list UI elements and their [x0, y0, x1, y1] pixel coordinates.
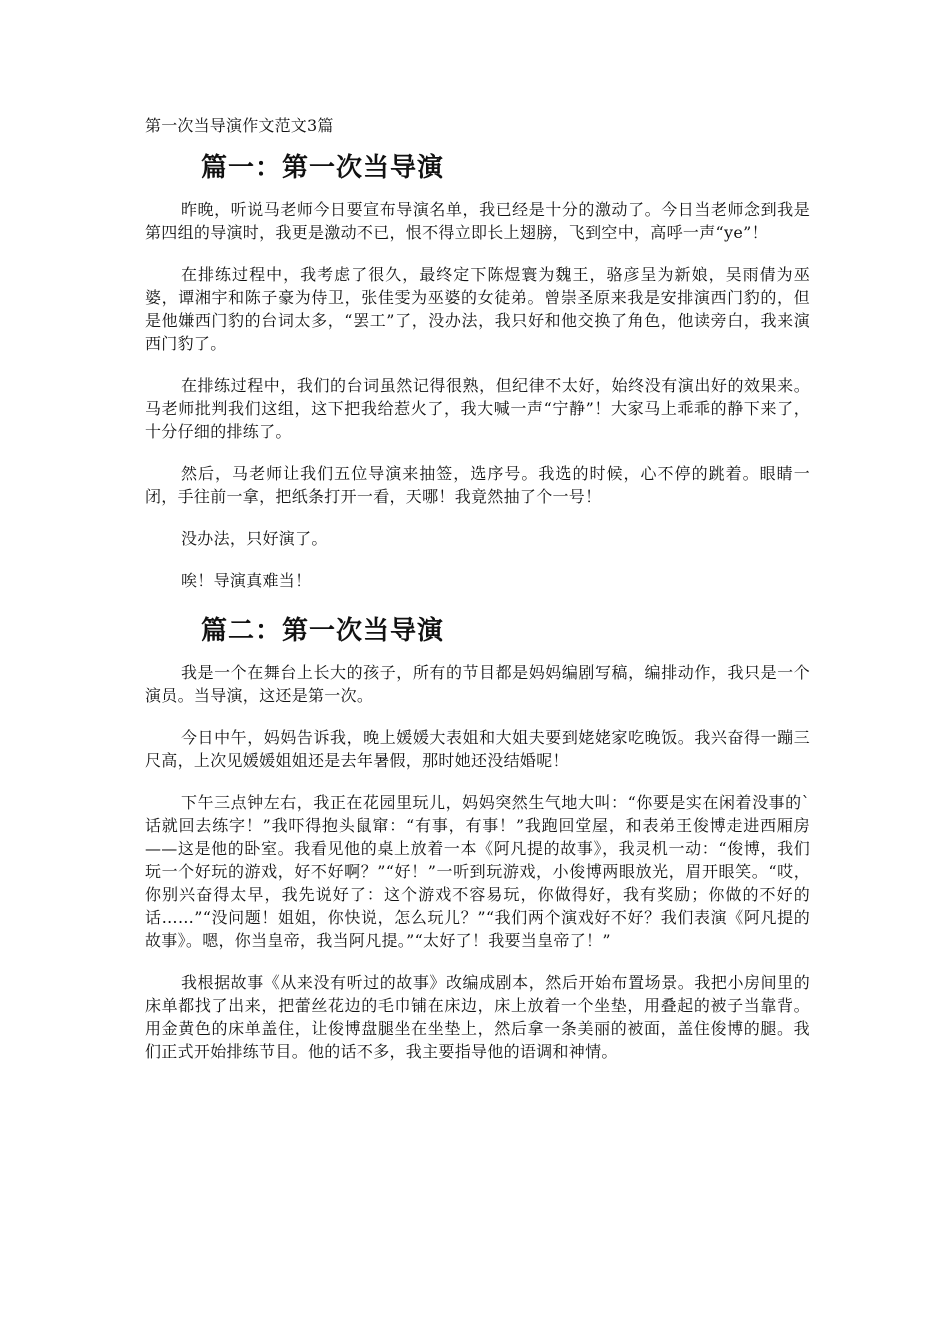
paragraph: 然后，马老师让我们五位导演来抽签，选序号。我选的时候，心不停的跳着。眼睛一闭，手往前一拿，把纸条打开一看，天哪！我竟然抽了个一号！ — [145, 464, 810, 506]
paragraph: 昨晚，听说马老师今日要宣布导演名单，我已经是十分的激动了。今日当老师念到我是第四组的导演时，我更是激动不已，恨不得立即长上翅膀，飞到空中，高呼一声“ye”！ — [145, 200, 810, 242]
section-heading: 篇一：第一次当导演 — [201, 153, 445, 183]
section-two — [145, 611, 810, 1063]
paragraph: 我是一个在舞台上长大的孩子，所有的节目都是妈妈编剧写稿，编排动作，我只是一个演员。当导演，这还是第一次。 — [145, 663, 810, 705]
paragraph: 唉！导演真难当！ — [181, 571, 312, 590]
paragraph: 下午三点钟左右，我正在花园里玩儿，妈妈突然生气地大叫：“你要是实在闲着没事的`话就回去练字！”我吓得抱头鼠窜：“有事，有事！”我跑回堂屋，和表弟王俊博走进西厢房——这是他的卧室。我看见他的桌上放着一本《阿凡提的故事》，我灵机一动：“俊博，我们玩一个好玩的游戏，好不好啊？”“好！”一听到玩游戏，小俊博两眼放光，眉开眼笑。“哎，你别兴奋得太早，我先说好了：这个游戏不容易玩，你做得好，我有奖励；你做的不好的话……”“没问题！姐姐，你快说，怎么玩儿？”“我们两个演戏好不好？我们表演《阿凡提的故事》。嗯，你当皇帝，我当阿凡提。”“太好了！我要当皇帝了！” — [145, 793, 810, 950]
section-heading: 篇二：第一次当导演 — [201, 616, 445, 646]
document-title: 第一次当导演作文范文3篇 — [145, 116, 334, 135]
paragraph: 在排练过程中，我考虑了很久，最终定下陈煜寰为魏王，骆彦呈为新娘，吴雨倩为巫婆，谭湘宇和陈子豪为侍卫，张佳雯为巫婆的女徒弟。曾崇圣原来我是安排演西门豹的，但是他嫌西门豹的台词太多，“罢工”了，没办法，我只好和他交换了角色，他读旁白，我来演西门豹了。 — [145, 265, 810, 353]
paragraph: 没办法，只好演了。 — [181, 529, 328, 548]
paragraph: 在排练过程中，我们的台词虽然记得很熟，但纪律不太好，始终没有演出好的效果来。马老师批判我们这组，这下把我给惹火了，我大喊一声“宁静”！大家马上乖乖的静下来了，十分仔细的排练了。 — [145, 376, 810, 441]
section-one — [145, 148, 810, 592]
paragraph: 我根据故事《从来没有听过的故事》改编成剧本，然后开始布置场景。我把小房间里的床单都找了出来，把蕾丝花边的毛巾铺在床边，床上放着一个坐垫，用叠起的被子当靠背。用金黄色的床单盖住，让俊博盘腿坐在坐垫上，然后拿一条美丽的被面，盖住俊博的腿。我们正式开始排练节目。他的话不多，我主要指导他的语调和神情。 — [145, 973, 810, 1061]
paragraph: 今日中午，妈妈告诉我，晚上媛媛大表姐和大姐夫要到姥姥家吃晚饭。我兴奋得一蹦三尺高，上次见媛媛姐姐还是去年暑假，那时她还没结婚呢！ — [145, 728, 810, 770]
document-page — [145, 112, 810, 1082]
